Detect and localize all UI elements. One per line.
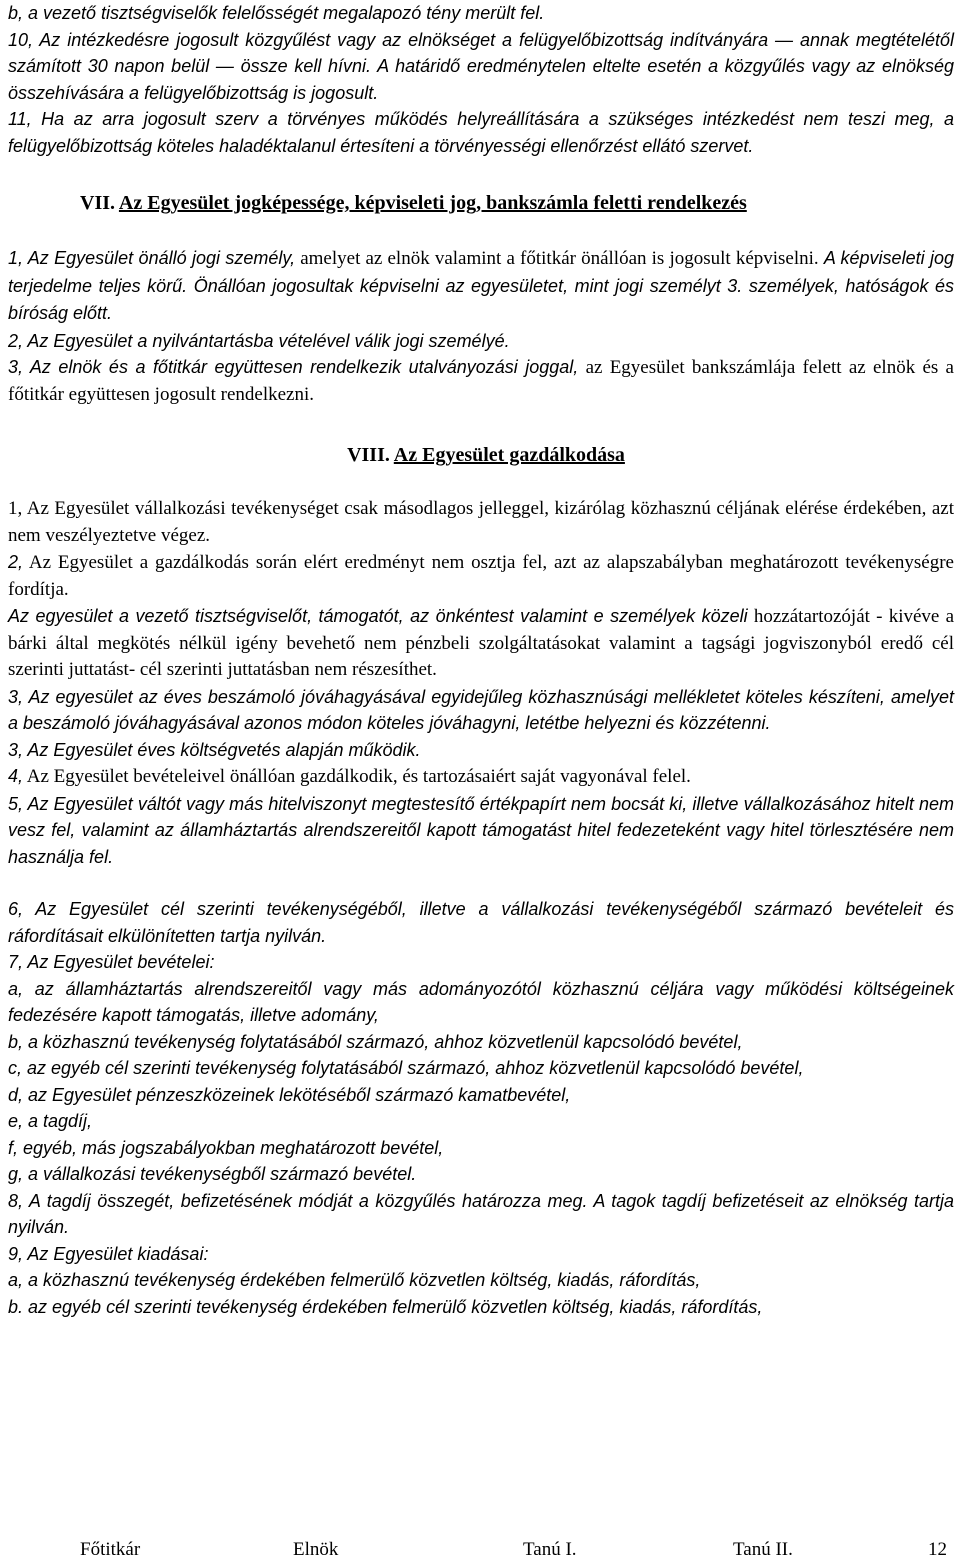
section-viii-title: Az Egyesület gazdálkodása — [393, 444, 625, 466]
para-viii-4-b: Az Egyesület bevételeivel önállóan gazdálkodik, és tartozásaiért saját vagyonával felel. — [23, 766, 691, 787]
spacer — [8, 870, 954, 896]
signature-footer — [8, 1532, 954, 1562]
income-item-c: c, az egyéb cél szerinti tevékenység folytatásából származó, ahhoz közvetlenül kapcsolódó bevétel, — [8, 1058, 804, 1078]
income-item-g: g, a vállalkozási tevékenységből származó bevétel. — [8, 1164, 417, 1184]
para-viii-3-koltsegvetes: 3, Az Egyesület éves költségvetés alapján működik. — [8, 739, 421, 760]
para-viii-juttatas — [8, 603, 954, 684]
section-viii-heading — [8, 441, 954, 469]
expense-item-b: b. az egyéb cél szerinti tevékenység érdekében felmerülő közvetlen költség, kiadás, ráfordítás, — [8, 1296, 763, 1317]
para-vii-2: 2, Az Egyesület a nyilvántartásba vételével válik jogi személyé. — [8, 330, 510, 351]
para-viii-9: 9, Az Egyesület kiadásai: — [8, 1243, 209, 1264]
para-vii-1-c: A képviseleti jog terjedelme teljes körű. Önállóan jogosultak képviselni az egyesületet, mint jogi személyt 3. személyek, hatóságok és bíróság előtt. — [8, 248, 954, 323]
para-viii-3-beszamolo: 3, Az egyesület az éves beszámoló jóváhagyásával egyidejűleg közhasznúsági mellékletet köteles készíteni, amelyet a beszámoló jóváhagyásával azonos módon köteles jóváhagyni, letétbe helyezni és közzétenni. — [8, 686, 954, 733]
para-viii-1: 1, Az Egyesület vállalkozási tevékenységet csak másodlagos jelleggel, kizárólag közhasznú céljának elérése érdekében, azt nem veszélyeztetve végez. — [8, 498, 954, 546]
para-vii-3-b: az Egyesület bankszámlája felett az elnök és a főtitkár együttesen jogosult rendelkezni. — [8, 357, 954, 405]
para-viii-2-b: Az Egyesület a gazdálkodás során elért eredményt nem osztja fel, azt az alapszabályban meghatározott tevékenységre fordítja. — [8, 552, 954, 600]
para-viii-4 — [8, 763, 954, 791]
para-vii-3 — [8, 354, 954, 408]
para-vii-1-b: amelyet az elnök valamint a főtitkár önállóan is jogosult képviselni. — [295, 248, 824, 269]
para-vii-1 — [8, 245, 954, 328]
section-vii-number: VII. — [80, 192, 116, 214]
income-item-f: f, egyéb, más jogszabályokban meghatározott bevétel, — [8, 1137, 444, 1158]
para-viii-7: 7, Az Egyesület bevételei: — [8, 952, 215, 972]
para-vii-1-a: 1, Az Egyesület önálló jogi személy, — [8, 248, 296, 268]
income-item-e: e, a tagdíj, — [8, 1111, 93, 1131]
para-viii-2 — [8, 549, 954, 603]
para-vi-10: 10, Az intézkedésre jogosult közgyűlést vagy az elnökséget a felügyelőbizottság indítványára — annak megtételétől számított 30 napon belül — össze kell hívni. A határidő eredménytelen eltelte esetén a közgyűlés vagy az elnökség összehívására a felügyelőbizottság is jogosult. — [8, 29, 954, 103]
section-viii-number: VIII. — [347, 444, 390, 466]
footer-page-number: 12 — [928, 1539, 947, 1560]
document-page — [8, 0, 954, 1320]
para-viii-juttatas-b: hozzátartozóját - kivéve a bárki által megkötés nélkül igény bevehető nem pénzbeli szolgáltatásokat valamint a tagsági jogviszonyból eredő cél szerinti juttatást- cél szerinti juttatásban nem részesíthet. — [8, 606, 955, 680]
footer-tanu-1: Tanú I. — [523, 1539, 577, 1560]
footer-elnok: Elnök — [293, 1539, 339, 1560]
para-vi-11: 11, Ha az arra jogosult szerv a törvényes működés helyreállítására a szükséges intézkedést nem teszi meg, a felügyelőbizottság köteles haladéktalanul értesíteni a törvényességi ellenőrzést ellátó szervet. — [8, 109, 954, 156]
para-viii-6: 6, Az Egyesület cél szerinti tevékenységéből, illetve a vállalkozási tevékenységéből származó bevételeit és ráfordításait elkülönítetten tartja nyilván. — [8, 899, 954, 946]
para-vii-3-a: 3, Az elnök és a főtitkár együttesen rendelkezik utalványozási joggal, — [8, 357, 579, 377]
footer-fotitkar: Főtitkár — [80, 1539, 141, 1560]
income-item-b: b, a közhasznú tevékenység folytatásából származó, ahhoz közvetlenül kapcsolódó bevétel, — [8, 1031, 743, 1052]
para-viii-8: 8, A tagdíj összegét, befizetésének módját a közgyűlés határozza meg. A tagok tagdíj befizetéseit az elnökség tartja nyilván. — [8, 1190, 954, 1237]
expense-item-a: a, a közhasznú tevékenység érdekében felmerülő közvetlen költség, kiadás, ráfordítás, — [8, 1270, 701, 1290]
para-vi-b: b, a vezető tisztségviselők felelősségét megalapozó tény merült fel. — [8, 3, 545, 23]
income-item-d: d, az Egyesület pénzeszközeinek lekötéséből származó kamatbevétel, — [8, 1084, 571, 1105]
para-viii-5: 5, Az Egyesület váltót vagy más hitelviszonyt megtestesítő értékpapírt nem bocsát ki, illetve vállalkozásához hitelt nem vesz fel, valamint az államháztartás alrendszereitől kapott támogatást hitel fedezeteként vagy hitel törlesztésére nem használja fel. — [8, 793, 954, 867]
para-viii-2-a: 2, — [8, 552, 24, 572]
para-viii-4-a: 4, — [8, 766, 24, 786]
footer-tanu-2: Tanú II. — [733, 1539, 793, 1560]
section-vii-title: Az Egyesület jogképessége, képviseleti jog, bankszámla feletti rendelkezés — [118, 192, 747, 214]
income-item-a: a, az államháztartás alrendszereitől vagy más adományozótól közhasznú céljára vagy működési költségeinek fedezésére kapott támogatás, illetve adomány, — [8, 978, 954, 1025]
para-viii-juttatas-a: Az egyesület a vezető tisztségviselőt, támogatót, az önkéntest valamint e személyek közeli — [8, 606, 748, 626]
section-vii-heading — [8, 189, 954, 217]
